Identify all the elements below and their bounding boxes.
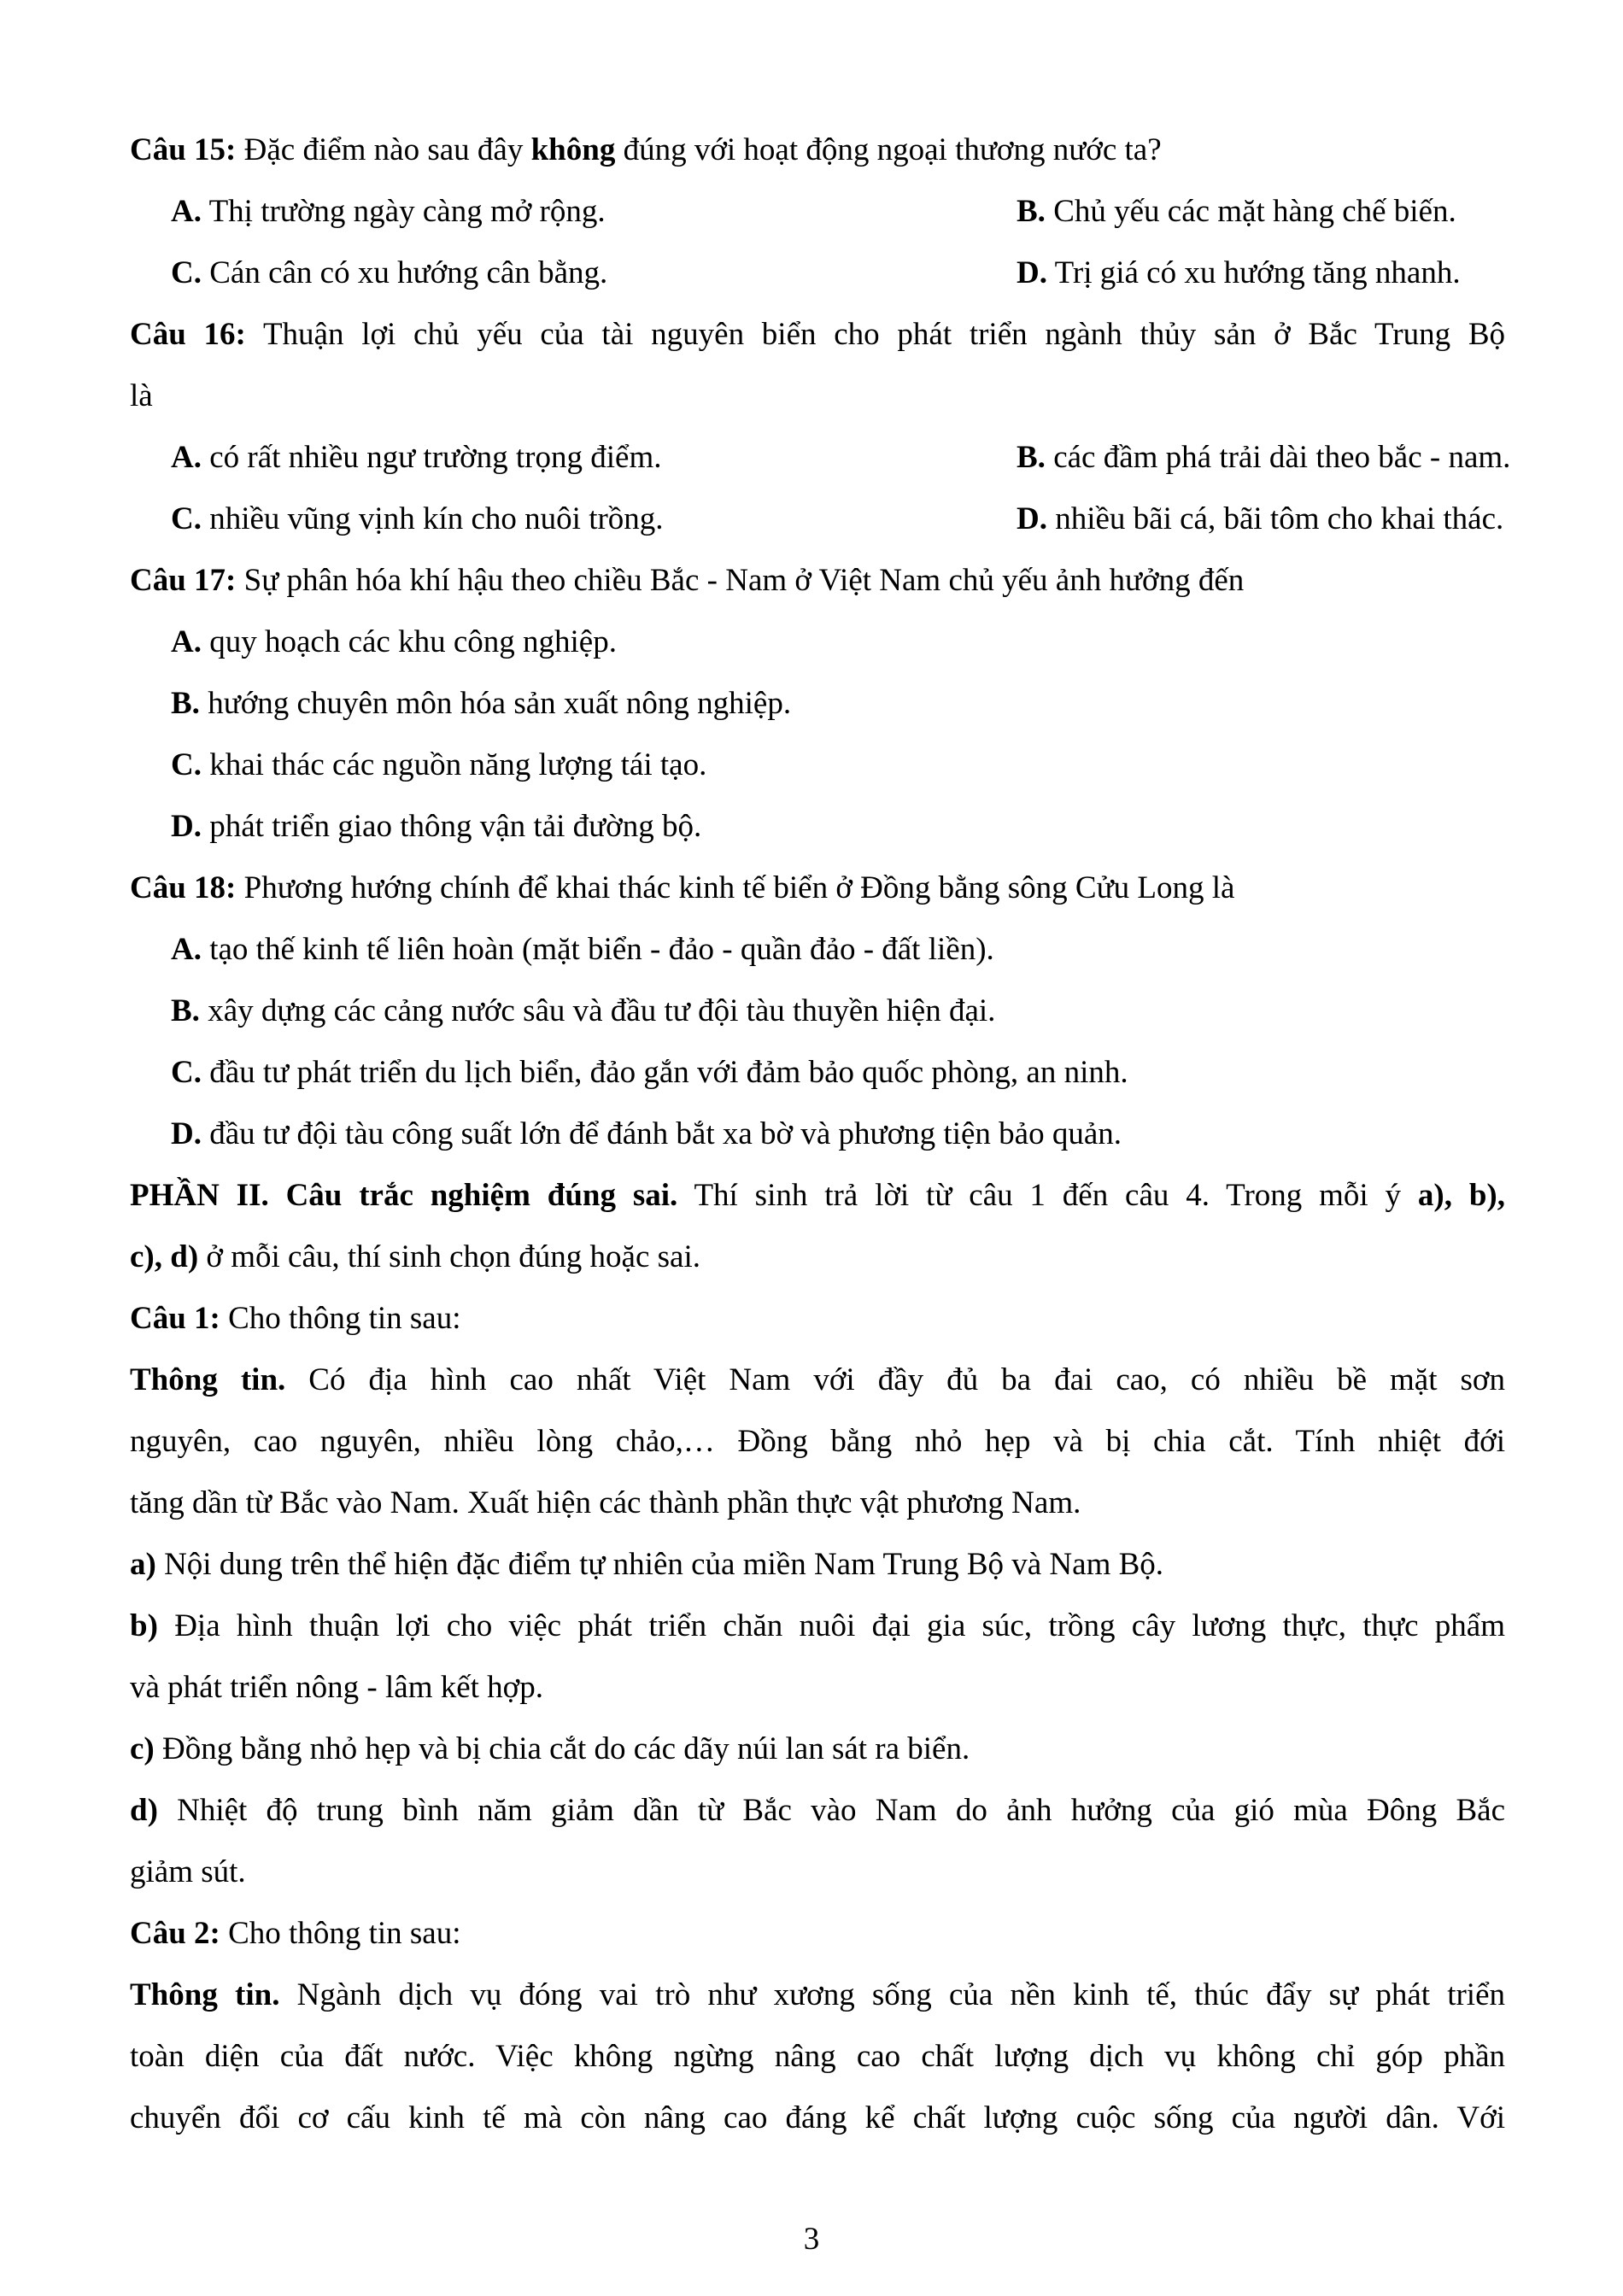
q16-option-a: A. có rất nhiều ngư trường trọng điểm.: [171, 440, 662, 475]
q16-label: Câu 16:: [130, 317, 246, 352]
q18-stem: Câu 18: Phương hướng chính để khai thác kinh tế biển ở Đồng bằng sông Cửu Long là: [130, 870, 1235, 905]
c1-statement-d: d) Nhiệt độ trung bình năm giảm dần từ Bắc vào Nam do ảnh hưởng của gió mùa Đông Bắc: [130, 1793, 1505, 1828]
c1-stem: Câu 1: Cho thông tin sau:: [130, 1301, 461, 1336]
c1-info-line1: Thông tin. Có địa hình cao nhất Việt Nam với đầy đủ ba đai cao, có nhiều bề mặt sơn: [130, 1362, 1505, 1397]
c2-label: Câu 2:: [130, 1916, 220, 1951]
q17-option-c: C. khai thác các nguồn năng lượng tái tạo.: [171, 747, 707, 782]
part2-heading: PHẦN II. Câu trắc nghiệm đúng sai. Thí sinh trả lời từ câu 1 đến câu 4. Trong mỗi ý a), b),: [130, 1178, 1505, 1213]
q18-label: Câu 18:: [130, 870, 237, 905]
q16-options-row1: [171, 437, 1546, 478]
q18-option-d: D. đầu tư đội tàu công suất lớn để đánh bắt xa bờ và phương tiện bảo quản.: [171, 1116, 1122, 1151]
c1-statement-b-cont: và phát triển nông - lâm kết hợp.: [130, 1670, 543, 1705]
q16-option-b: B. các đầm phá trải dài theo bắc - nam.: [1017, 440, 1511, 475]
q17-option-d: D. phát triển giao thông vận tải đường bộ.: [171, 809, 702, 844]
q16-option-c: C. nhiều vũng vịnh kín cho nuôi trồng.: [171, 501, 664, 536]
q15-options-row2: [171, 253, 1546, 294]
q16-option-d: D. nhiều bãi cá, bãi tôm cho khai thác.: [1017, 501, 1504, 536]
q15-option-d: D. Trị giá có xu hướng tăng nhanh.: [1017, 255, 1461, 290]
c1-info-line2: nguyên, cao nguyên, nhiều lòng chảo,… Đồng bằng nhỏ hẹp và bị chia cắt. Tính nhiệt đới: [130, 1424, 1505, 1459]
q18-option-c: C. đầu tư phát triển du lịch biển, đảo gắn với đảm bảo quốc phòng, an ninh.: [171, 1055, 1128, 1090]
c2-info-line2: toàn diện của đất nước. Việc không ngừng nâng cao chất lượng dịch vụ không chỉ góp phần: [130, 2039, 1505, 2074]
q15-label: Câu 15:: [130, 132, 237, 167]
c1-info-line3: tăng dần từ Bắc vào Nam. Xuất hiện các thành phần thực vật phương Nam.: [130, 1485, 1081, 1520]
q17-stem: Câu 17: Sự phân hóa khí hậu theo chiều Bắc - Nam ở Việt Nam chủ yếu ảnh hưởng đến: [130, 563, 1245, 598]
q18-option-a: A. tạo thế kinh tế liên hoàn (mặt biển - đảo - quần đảo - đất liền).: [171, 932, 994, 967]
q16-stem: Câu 16: Thuận lợi chủ yếu của tài nguyên biển cho phát triển ngành thủy sản ở Bắc Trung Bộ: [130, 317, 1505, 352]
q15-stem: Câu 15: Đặc điểm nào sau đây không đúng với hoạt động ngoại thương nước ta?: [130, 132, 1162, 167]
part2-heading-cont: c), d) ở mỗi câu, thí sinh chọn đúng hoặc sai.: [130, 1239, 700, 1274]
c1-statement-d-cont: giảm sút.: [130, 1854, 246, 1889]
q18-option-b: B. xây dựng các cảng nước sâu và đầu tư đội tàu thuyền hiện đại.: [171, 993, 996, 1028]
c2-info-line1: Thông tin. Ngành dịch vụ đóng vai trò như xương sống của nền kinh tế, thúc đẩy sự phát triển: [130, 1977, 1506, 2012]
q16-options-row2: [171, 499, 1546, 540]
c2-info-line3: chuyển đổi cơ cấu kinh tế mà còn nâng cao đáng kể chất lượng cuộc sống của người dân. Với: [130, 2100, 1505, 2135]
page-number: 3: [803, 2222, 820, 2257]
part2-title: PHẦN II. Câu trắc nghiệm đúng sai.: [130, 1178, 678, 1213]
q15-option-a: A. Thị trường ngày càng mở rộng.: [171, 194, 606, 229]
q15-option-c: C. Cán cân có xu hướng cân bằng.: [171, 255, 608, 290]
q17-label: Câu 17:: [130, 563, 237, 598]
q16-stem-cont: là: [130, 378, 153, 413]
q17-option-a: A. quy hoạch các khu công nghiệp.: [171, 624, 617, 659]
c1-label: Câu 1:: [130, 1301, 220, 1336]
c2-stem: Câu 2: Cho thông tin sau:: [130, 1916, 461, 1951]
q15-options-row1: [171, 191, 1546, 232]
q15-option-b: B. Chủ yếu các mặt hàng chế biến.: [1017, 194, 1456, 229]
q17-option-b: B. hướng chuyên môn hóa sản xuất nông nghiệp.: [171, 686, 792, 721]
c1-statement-a: a) Nội dung trên thể hiện đặc điểm tự nhiên của miền Nam Trung Bộ và Nam Bộ.: [130, 1547, 1164, 1582]
c1-statement-c: c) Đồng bằng nhỏ hẹp và bị chia cắt do các dãy núi lan sát ra biển.: [130, 1731, 970, 1766]
c1-statement-b: b) Địa hình thuận lợi cho việc phát triển chăn nuôi đại gia súc, trồng cây lương thực, thực phẩm: [130, 1608, 1506, 1643]
